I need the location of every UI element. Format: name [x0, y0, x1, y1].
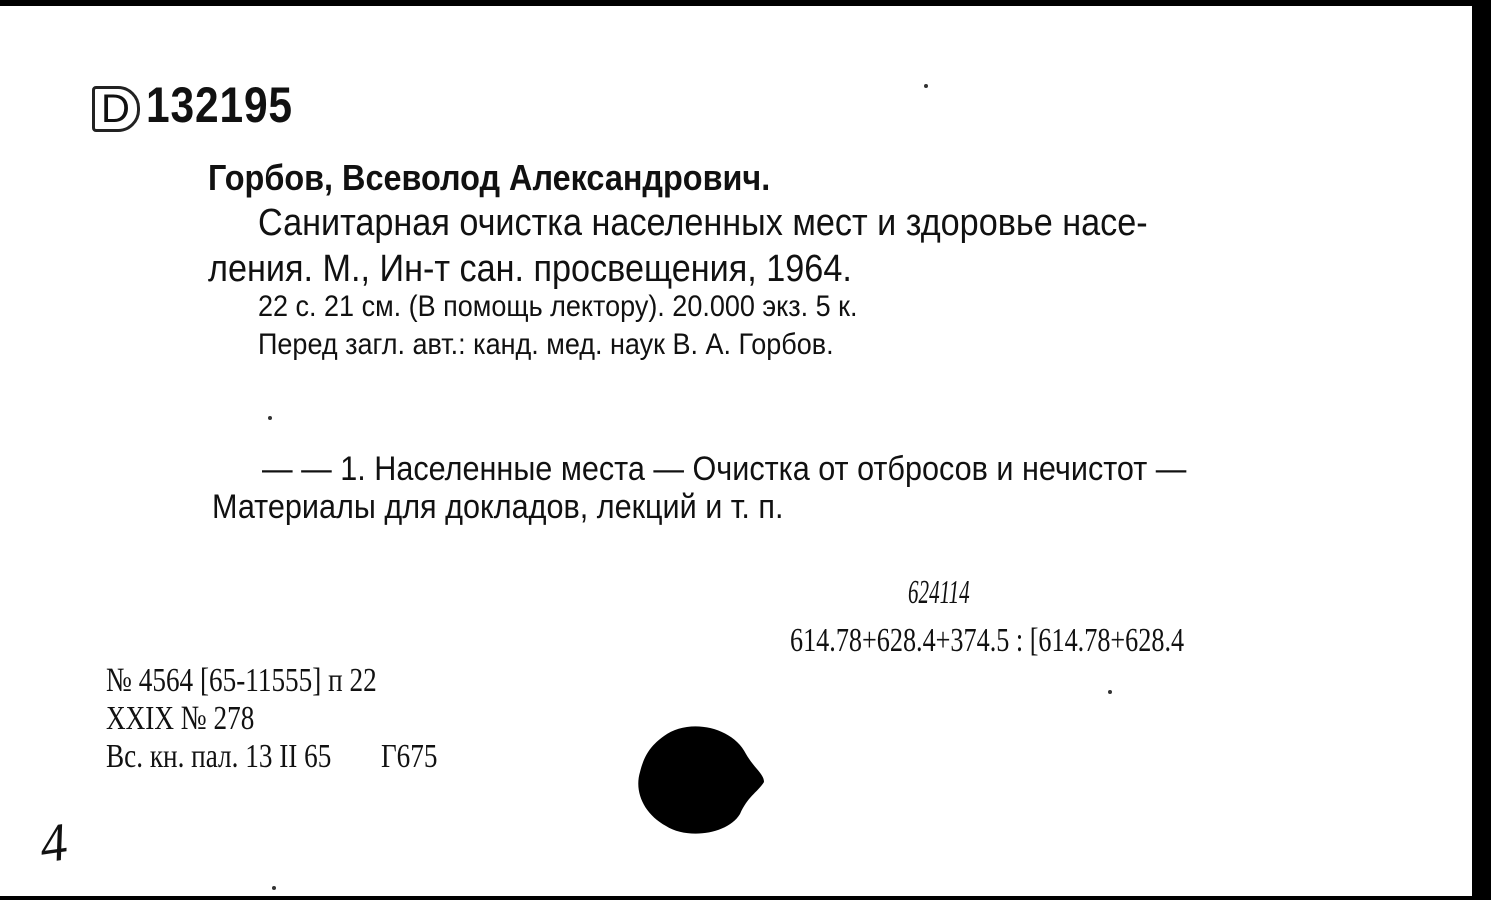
- title-line-1: Санитарная очистка населенных мест и здоровье насе-: [258, 202, 1148, 244]
- call-number: [92, 77, 319, 133]
- accession-code: Г675: [380, 738, 438, 775]
- physical-description: 22 с. 21 см. (В помощь лектору). 20.000 экз. 5 к.: [258, 290, 858, 323]
- speck: [924, 84, 928, 88]
- accession-line-3: [106, 740, 520, 774]
- speck: [1108, 690, 1112, 694]
- udc-classification: 614.78+628.4+374.5 : [614.78+628.4: [790, 622, 1185, 659]
- handwritten-mark: 4: [35, 811, 72, 875]
- author-note: Перед загл. авт.: канд. мед. наук В. А. Горбов.: [258, 328, 834, 361]
- subject-line-2: Материалы для докладов, лекций и т. п.: [212, 488, 784, 526]
- catalog-card: [0, 6, 1482, 896]
- accession-line-2: XXIX № 278: [106, 700, 255, 737]
- ink-blot: [636, 722, 768, 838]
- call-number-prefix-stamp: D: [92, 86, 140, 132]
- speck: [272, 886, 276, 890]
- speck: [268, 416, 272, 420]
- title-line-2: ления. М., Ин-т сан. просвещения, 1964.: [208, 248, 852, 290]
- handwritten-number: 624114: [908, 574, 970, 611]
- author-heading: Горбов, Всеволод Александрович.: [208, 157, 771, 198]
- chamber-date: Вс. кн. пал. 13 II 65: [106, 738, 332, 775]
- subject-line-1: — — 1. Населенные места — Очистка от отбросов и нечистот —: [262, 450, 1187, 488]
- call-number-value: 132195: [145, 77, 293, 133]
- accession-line-1: № 4564 [65-11555] п 22: [106, 662, 377, 699]
